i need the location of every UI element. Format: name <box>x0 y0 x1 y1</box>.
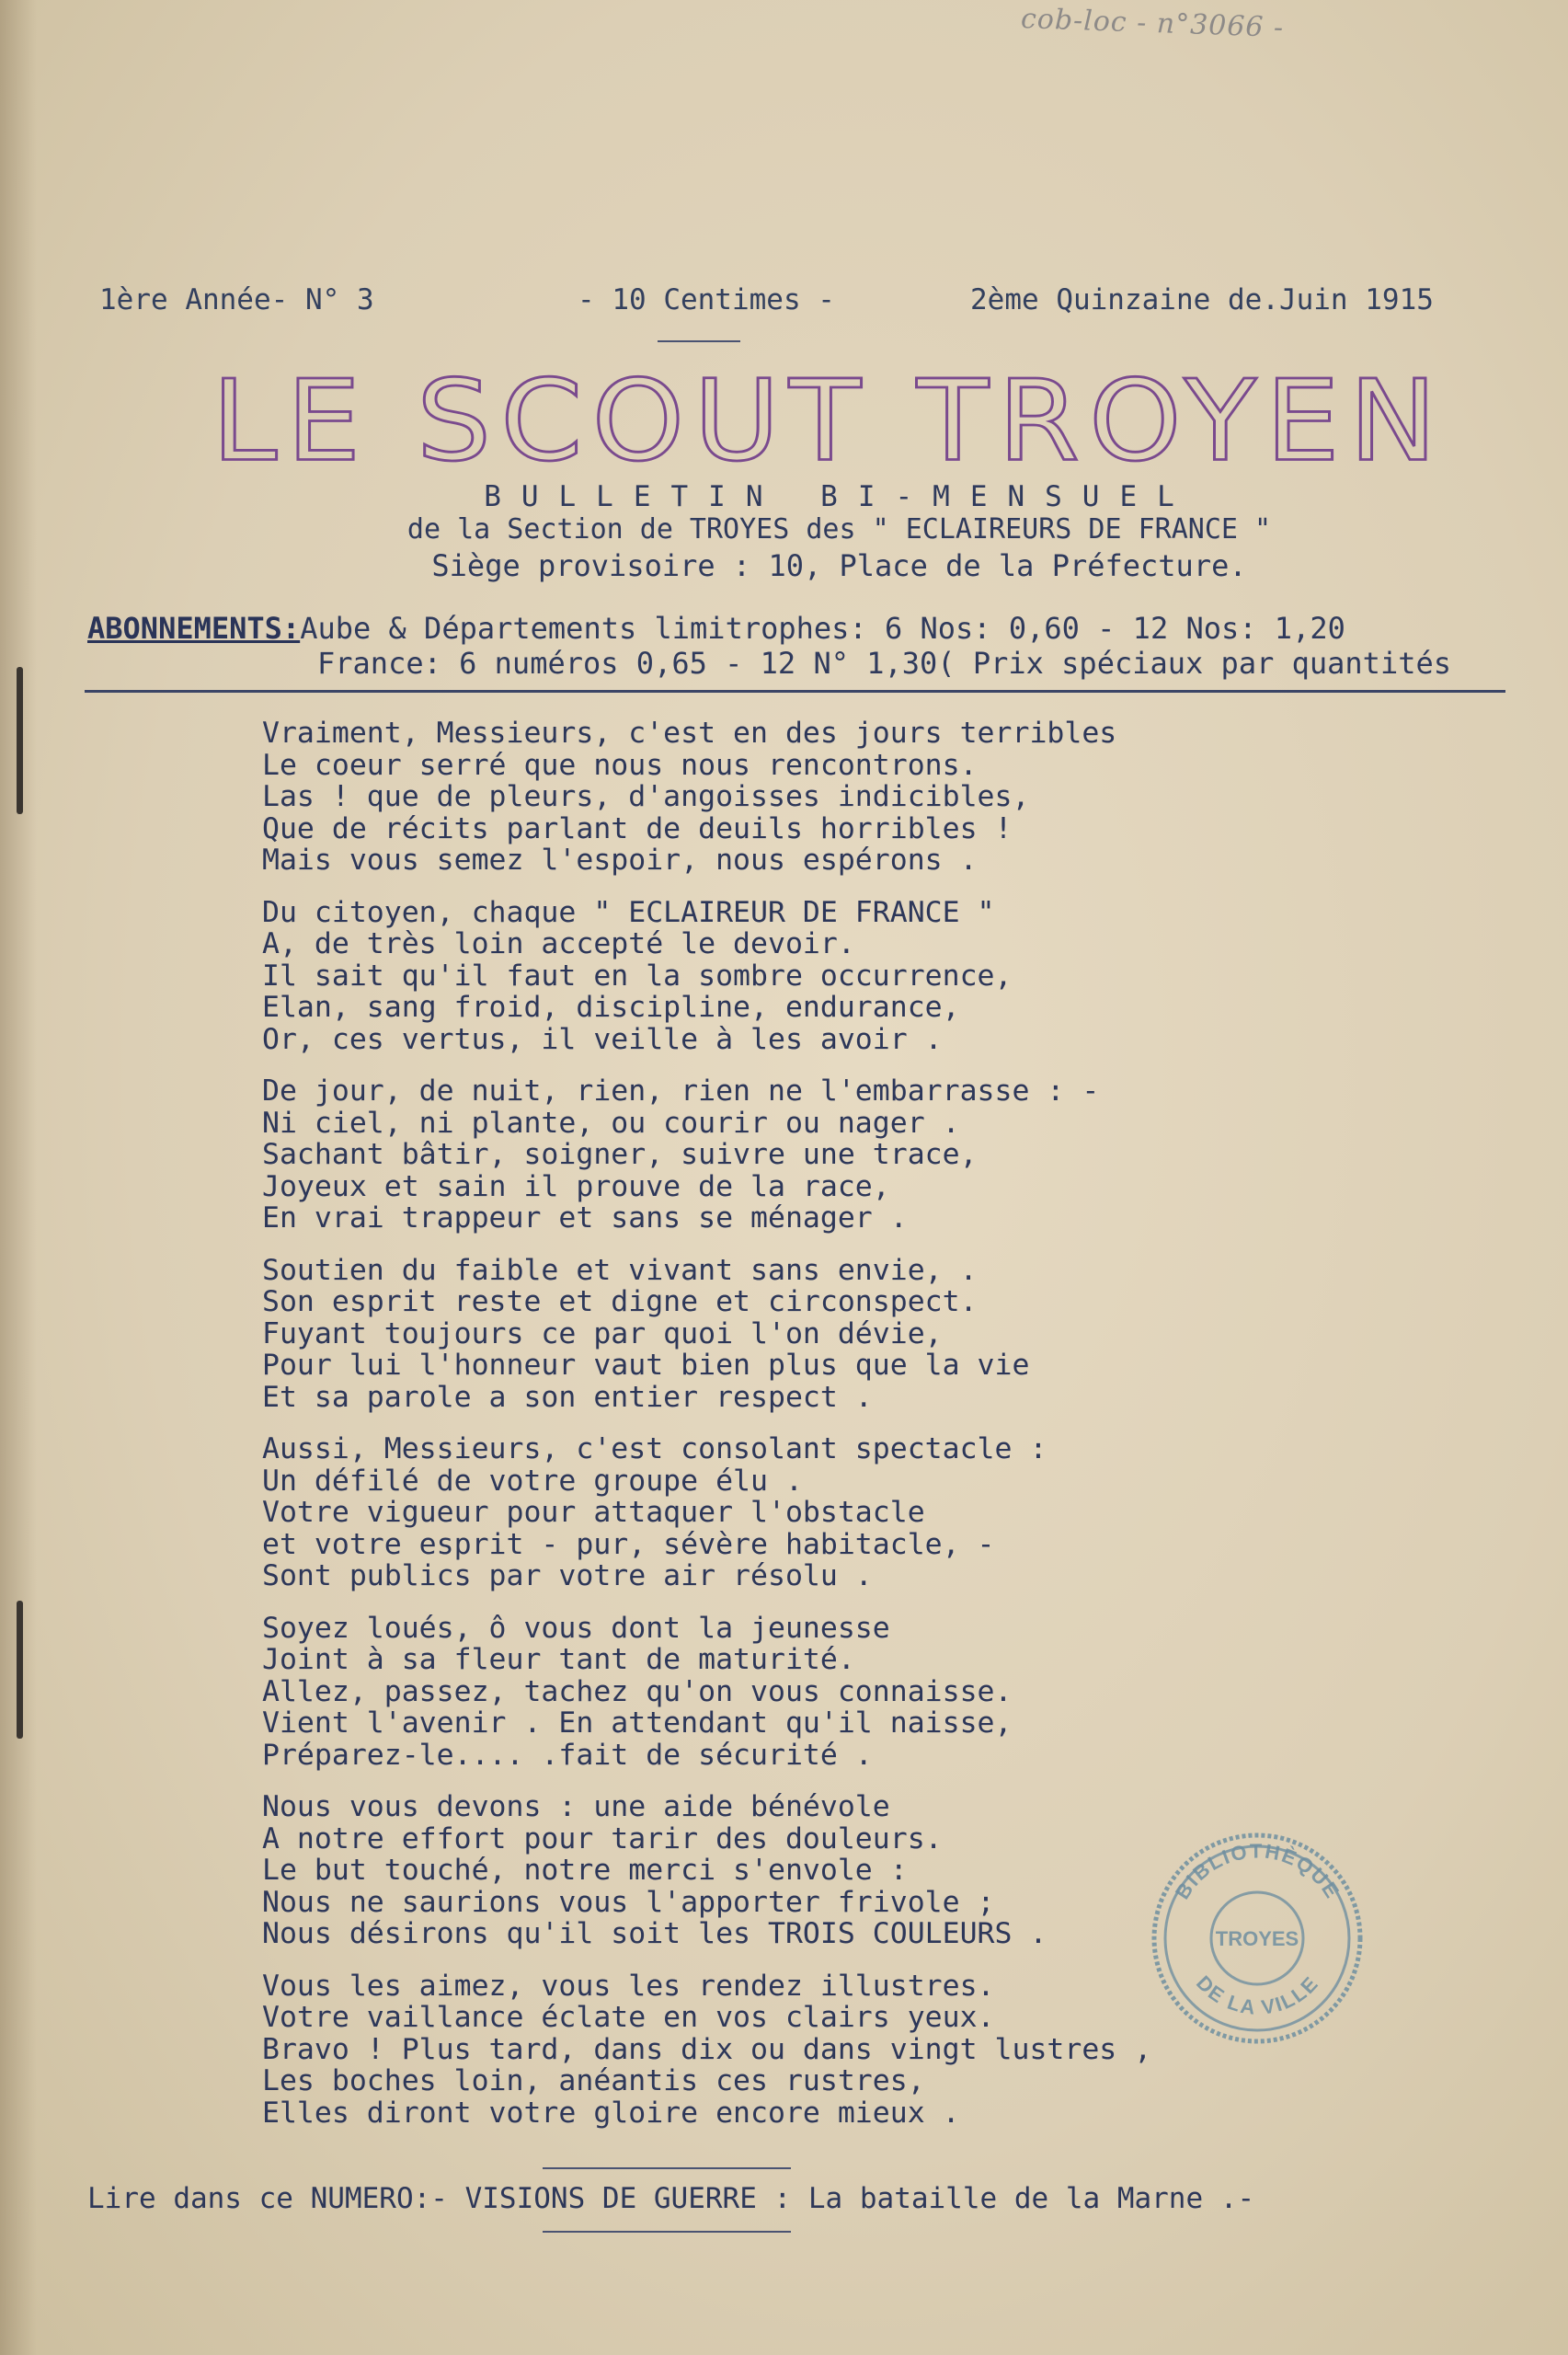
poem-line: Du citoyen, chaque " ECLAIREUR DE FRANCE " <box>262 895 995 929</box>
poem-line: Elles diront votre gloire encore mieux . <box>262 2096 960 2130</box>
poem-stanza <box>262 1433 1329 1592</box>
poem-line: Préparez-le.... .fait de sécurité . <box>262 1738 873 1772</box>
poem-line: Ni ciel, ni plante, ou courir ou nager . <box>262 1106 960 1140</box>
poem-line: Sont publics par votre air résolu . <box>262 1559 873 1592</box>
masthead-subtitle: BULLETIN BI-MENSUEL <box>484 480 1195 513</box>
subscriptions-row-1 <box>87 611 1345 646</box>
poem-line: Allez, passez, tachez qu'on vous connaisse. <box>262 1674 1013 1708</box>
subscriptions-line-2: France: 6 numéros 0,65 - 12 N° 1,30( Prix spéciaux par quantités <box>317 646 1451 681</box>
poem-line: Un défilé de votre groupe élu . <box>262 1464 803 1498</box>
page-edge-shadow <box>0 0 37 2355</box>
poem-line: Pour lui l'honneur vaut bien plus que la vie <box>262 1349 1030 1382</box>
footer-rule-top <box>543 2167 791 2169</box>
poem-line: Vraiment, Messieurs, c'est en des jours terribles <box>262 717 1117 750</box>
issue-number: 1ère Année- N° 3 <box>99 283 374 316</box>
poem-line: Nous vous devons : une aide bénévole <box>262 1790 890 1823</box>
poem-line: Or, ces vertus, il veille à les avoir . <box>262 1022 943 1056</box>
poem-line: Las ! que de pleurs, d'angoisses indicibles, <box>262 780 1030 813</box>
poem-stanza <box>262 718 1329 877</box>
stamp-top-text: BIBLIOTHÈQUE <box>1170 1839 1345 1904</box>
poem-line: Fuyant toujours ce par quoi l'on dévie, <box>262 1316 943 1350</box>
archive-note: cob-loc - n°3066 - <box>1020 3 1285 44</box>
staple-bottom <box>17 1601 23 1739</box>
issue-price: - 10 Centimes - <box>578 283 835 316</box>
poem-line: Joint à sa fleur tant de maturité. <box>262 1643 855 1676</box>
poem-line: et votre esprit - pur, sévère habitacle, - <box>262 1527 995 1561</box>
subscriptions-label: ABONNEMENTS: <box>87 611 301 646</box>
poem-line: Nous désirons qu'il soit les TROIS COULEURS . <box>262 1917 1047 1950</box>
svg-text:DE LA VILLE <box>1192 1971 1323 2019</box>
poem-line: Joyeux et sain il prouve de la race, <box>262 1169 890 1203</box>
footer-contents: Lire dans ce NUMERO:- VISIONS DE GUERRE : La bataille de la Marne .- <box>87 2182 1255 2215</box>
address-line: Siège provisoire : 10, Place de la Préfecture. <box>431 548 1247 583</box>
poem-line: Il sait qu'il faut en la sombre occurrence, <box>262 959 1013 993</box>
price-underline <box>658 340 740 342</box>
poem-line: A, de très loin accepté le devoir. <box>262 927 855 960</box>
subscriptions-line-1: Aube & Départements limitrophes: 6 Nos: 0,60 - 12 Nos: 1,20 <box>300 611 1345 646</box>
issue-date: 2ème Quinzaine de.Juin 1915 <box>970 283 1434 316</box>
poem-line: De jour, de nuit, rien, rien ne l'embarrasse : - <box>262 1074 1100 1108</box>
poem-line: Son esprit reste et digne et circonspect. <box>262 1285 978 1318</box>
poem-line: Soutien du faible et vivant sans envie, . <box>262 1253 978 1287</box>
masthead-title: LE SCOUT TROYEN <box>212 356 1447 488</box>
poem-line: Elan, sang froid, discipline, endurance, <box>262 991 960 1024</box>
poem-line: Le coeur serré que nous nous rencontrons. <box>262 748 978 782</box>
poem-line: Et sa parole a son entier respect . <box>262 1380 873 1414</box>
poem-line: Sachant bâtir, soigner, suivre une trace, <box>262 1138 978 1171</box>
poem-line: Bravo ! Plus tard, dans dix ou dans vingt lustres , <box>262 2032 1152 2066</box>
section-line: de la Section de TROYES des " ECLAIREURS DE FRANCE " <box>406 513 1272 546</box>
poem-line: Aussi, Messieurs, c'est consolant spectacle : <box>262 1432 1047 1465</box>
poem-line: Soyez loués, ô vous dont la jeunesse <box>262 1611 890 1645</box>
staple-top <box>17 667 23 814</box>
poem-line: Nous ne saurions vous l'apporter frivole ; <box>262 1885 995 1919</box>
poem-line: Mais vous semez l'espoir, nous espérons . <box>262 844 978 877</box>
poem-stanza <box>262 1255 1329 1414</box>
poem-line: Vous les aimez, vous les rendez illustres. <box>262 1969 995 2003</box>
library-stamp <box>1145 1826 1370 2051</box>
poem-line: Les boches loin, anéantis ces rustres, <box>262 2064 925 2097</box>
stamp-bottom-text: DE LA VILLE <box>1192 1970 1323 2019</box>
poem-line: Votre vaillance éclate en vos clairs yeux. <box>262 2001 995 2034</box>
poem-stanza <box>262 1613 1329 1772</box>
poem-line: Votre vigueur pour attaquer l'obstacle <box>262 1496 925 1529</box>
svg-text:BIBLIOTHÈQUE <box>1171 1839 1345 1903</box>
poem-stanza <box>262 897 1329 1056</box>
poem-line: Vient l'avenir . En attendant qu'il naisse, <box>262 1706 1013 1740</box>
header-rule <box>85 690 1505 693</box>
poem-line: Le but touché, notre merci s'envole : <box>262 1854 908 1887</box>
footer-rule-bottom <box>543 2231 791 2233</box>
poem-line: En vrai trappeur et sans se ménager . <box>262 1201 908 1235</box>
poem-line: A notre effort pour tarir des douleurs. <box>262 1821 943 1855</box>
poem-stanza <box>262 1075 1329 1235</box>
poem-line: Que de récits parlant de deuils horribles ! <box>262 811 1013 845</box>
stamp-center-text: TROYES <box>1215 1927 1299 1950</box>
